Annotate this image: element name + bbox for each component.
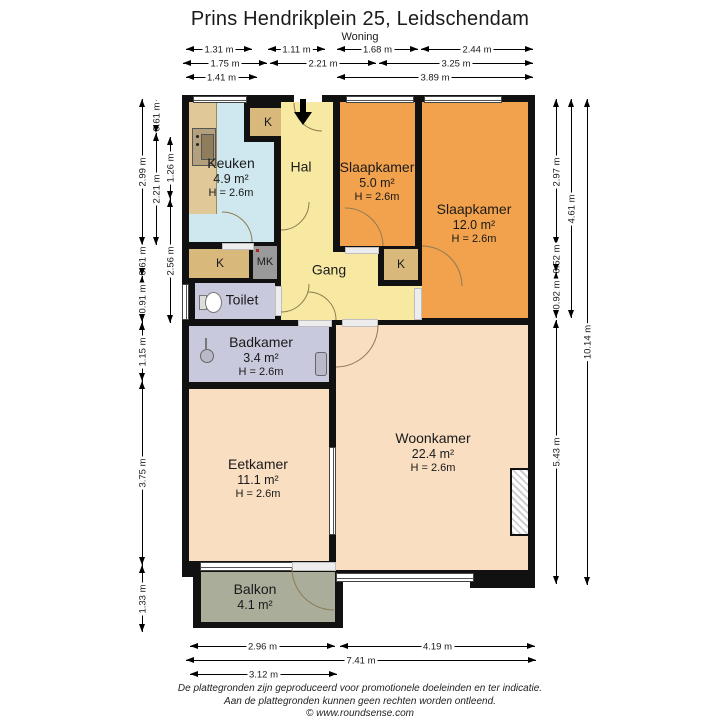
dimension-label: 0.61 m bbox=[137, 245, 149, 276]
label-keuken: Keuken 4.9 m² H = 2.6m bbox=[207, 155, 255, 200]
dimension-label: 0.61 m bbox=[151, 101, 163, 132]
dimension-line bbox=[137, 245, 149, 276]
dimension-label: 2.21 m bbox=[308, 58, 338, 70]
dimension-line bbox=[551, 320, 563, 584]
dimension-label: 3.25 m bbox=[441, 58, 471, 70]
dimension-line bbox=[270, 58, 376, 70]
dimension-label: 10.14 m bbox=[582, 324, 594, 360]
label-slaapkamer-klein: Slaapkamer 5.0 m² H = 2.6m bbox=[339, 159, 415, 204]
dimension-line bbox=[151, 133, 163, 245]
dimension-label: 1.41 m bbox=[206, 72, 237, 84]
dimension-label: 0.91 m bbox=[137, 284, 149, 314]
dimension-line bbox=[551, 99, 563, 245]
dimension-line bbox=[379, 58, 533, 70]
dimension-line bbox=[186, 44, 252, 56]
label-slaapkamer-groot: Slaapkamer 12.0 m² H = 2.6m bbox=[436, 201, 512, 246]
entry-arrow-icon bbox=[300, 99, 306, 113]
dimension-label: 2.96 m bbox=[247, 641, 278, 653]
footer-copyright: © www.roundsense.com bbox=[306, 708, 414, 719]
dimension-line bbox=[566, 99, 578, 318]
dimension-label: 1.26 m bbox=[165, 153, 177, 183]
dimension-line bbox=[337, 72, 533, 84]
dimension-label: 7.41 m bbox=[346, 655, 376, 667]
footer-disclaimer-1: De plattegronden zijn geproduceerd voor promotionele doeleinden en ter indicatie. bbox=[177, 683, 543, 694]
dimension-line bbox=[165, 199, 177, 323]
dimension-line bbox=[190, 669, 337, 681]
label-meterkast: MK bbox=[256, 256, 274, 268]
label-eetkamer: Eetkamer 11.1 m² H = 2.6m bbox=[228, 456, 288, 501]
dimension-line bbox=[190, 641, 335, 653]
dimension-label: 4.19 m bbox=[422, 641, 453, 653]
label-closet-top: K bbox=[263, 115, 273, 129]
label-gang: Gang bbox=[311, 261, 347, 278]
dimension-line bbox=[165, 137, 177, 199]
label-closet-left: K bbox=[215, 256, 225, 270]
dimension-line bbox=[151, 100, 163, 133]
dimension-line bbox=[551, 272, 563, 318]
dimension-line bbox=[137, 381, 149, 565]
label-toilet: Toilet bbox=[225, 291, 259, 308]
page-subtitle: Woning bbox=[341, 31, 379, 43]
dimension-label: 1.11 m bbox=[282, 44, 311, 56]
dimension-label: 2.99 m bbox=[137, 157, 149, 187]
dimension-label: 5.43 m bbox=[551, 437, 563, 467]
dimension-label: 0.52 m bbox=[551, 243, 563, 274]
dimension-label: 4.61 m bbox=[566, 193, 578, 224]
dimension-label: 0.92 m bbox=[551, 280, 563, 310]
dimension-line bbox=[337, 44, 418, 56]
dimension-line bbox=[340, 641, 535, 653]
dimension-line bbox=[183, 58, 267, 70]
label-badkamer: Badkamer 3.4 m² H = 2.6m bbox=[229, 334, 293, 379]
label-balkon: Balkon 4.1 m² bbox=[233, 580, 277, 612]
dimension-label: 1.33 m bbox=[137, 583, 149, 614]
dimension-label: 3.12 m bbox=[248, 669, 279, 681]
dimension-label: 3.75 m bbox=[137, 458, 149, 488]
dimension-line bbox=[268, 44, 325, 56]
dimension-label: 1.68 m bbox=[362, 44, 393, 56]
dimension-line bbox=[137, 565, 149, 632]
dimension-line bbox=[137, 99, 149, 245]
label-woonkamer: Woonkamer 22.4 m² H = 2.6m bbox=[395, 430, 471, 475]
dimension-label: 1.15 m bbox=[137, 336, 149, 367]
dimension-label: 2.97 m bbox=[551, 157, 563, 187]
dimension-label: 1.31 m bbox=[204, 44, 234, 56]
dimension-line bbox=[551, 243, 563, 274]
dimension-line bbox=[137, 322, 149, 381]
label-hal: Hal bbox=[290, 158, 312, 175]
label-closet-right: K bbox=[396, 257, 406, 271]
dimension-label: 2.44 m bbox=[462, 44, 492, 56]
dimension-line bbox=[137, 276, 149, 322]
dimension-label: 1.75 m bbox=[210, 58, 240, 70]
dimension-line bbox=[186, 655, 536, 667]
dimension-label: 3.89 m bbox=[420, 72, 450, 84]
dimension-label: 2.56 m bbox=[165, 246, 177, 276]
dimension-line bbox=[582, 99, 594, 585]
dimension-line bbox=[186, 72, 257, 84]
entry-arrow-head-icon bbox=[294, 112, 312, 125]
dimension-label: 2.21 m bbox=[151, 174, 163, 204]
dimension-line bbox=[421, 44, 533, 56]
footer-disclaimer-2: Aan de plattegronden kunnen geen rechten worden ontleend. bbox=[224, 696, 496, 707]
page-title: Prins Hendrikplein 25, Leidschendam bbox=[190, 8, 530, 30]
